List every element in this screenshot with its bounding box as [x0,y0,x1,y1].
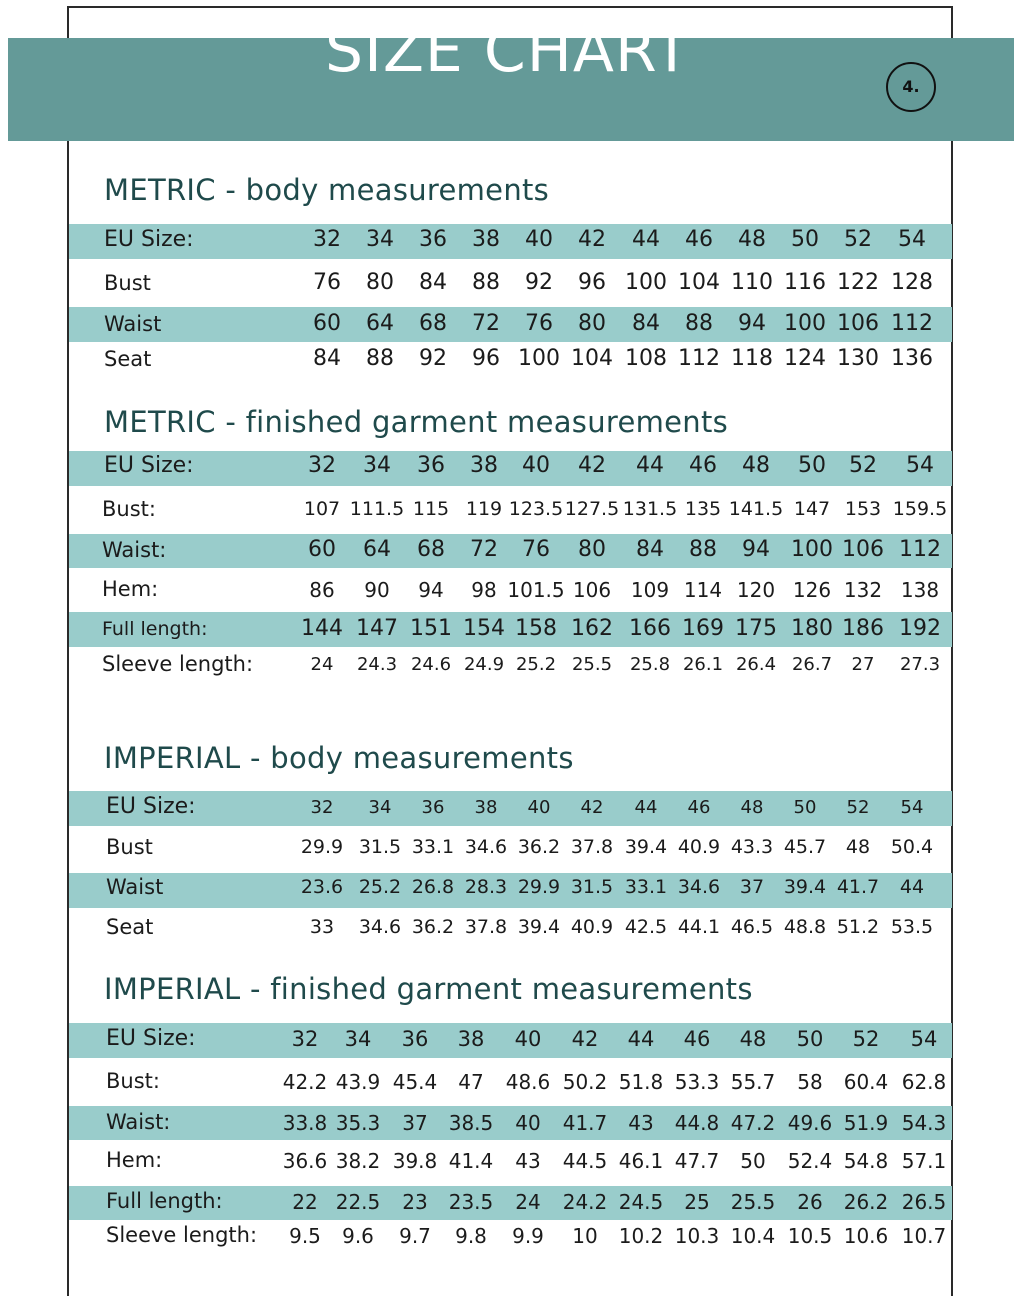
table-cell: 38 [470,453,498,479]
table-cell: 114 [683,577,723,602]
table-cell: 186 [842,616,884,642]
table-cell: 38.2 [335,1148,381,1173]
table-cell: 46 [687,796,711,818]
table-cell: 45.7 [783,836,827,859]
table-cell: 48 [742,453,770,479]
table-cell: 29.9 [300,836,344,859]
table-cell: 58 [797,1069,823,1094]
table-cell: 22.5 [335,1189,381,1214]
table-cell: 40 [527,796,551,818]
table-cell: 96 [472,346,500,372]
table-cell: 32 [308,453,336,479]
table-cell: 76 [522,537,550,563]
table-cell: 34 [363,453,391,479]
table-cell: 24 [515,1189,541,1214]
table-cell: 80 [578,537,606,563]
table-cell: 154 [463,616,505,642]
table-cell: 48 [845,836,871,859]
table-cell: 36.6 [282,1148,328,1173]
table-cell: 151 [410,616,452,642]
table-cell: 50 [796,1026,824,1051]
table-cell: 138 [900,577,940,602]
row-label-bust: Bust [106,834,153,859]
table-cell: 32 [310,796,334,818]
table-cell: 41.7 [836,876,880,899]
table-cell: 40.9 [677,836,721,859]
table-cell: 34.6 [358,916,402,939]
table-cell: 104 [678,270,720,296]
row-band [69,791,952,826]
table-cell: 44.8 [674,1110,720,1135]
row-label-waist: Waist [104,311,162,336]
row-label-hem: Hem: [102,576,159,601]
table-cell: 86 [309,577,335,602]
table-cell: 60.4 [843,1069,889,1094]
table-cell: 46 [685,227,713,253]
table-cell: 158 [515,616,557,642]
table-cell: 44 [634,796,658,818]
row-label-eu-size: EU Size: [104,227,194,253]
table-cell: 32 [291,1026,319,1051]
table-cell: 54 [906,453,934,479]
page-title: SIZE CHART [325,16,691,86]
table-cell: 33.1 [411,836,455,859]
table-cell: 52 [849,453,877,479]
table-cell: 112 [891,311,933,337]
table-cell: 25.5 [571,653,613,675]
table-cell: 22 [292,1189,318,1214]
table-cell: 101.5 [507,577,565,602]
table-cell: 42.2 [282,1069,328,1094]
table-cell: 96 [578,270,606,296]
table-cell: 34 [366,227,394,253]
table-cell: 51.8 [618,1069,664,1094]
table-cell: 107 [303,498,341,521]
table-cell: 136 [891,346,933,372]
row-label-bust: Bust: [106,1068,160,1093]
table-cell: 50 [793,796,817,818]
row-label-waist: Waist [106,874,164,899]
table-cell: 68 [417,537,445,563]
table-cell: 38 [474,796,498,818]
table-cell: 47.7 [674,1148,720,1173]
table-cell: 72 [472,311,500,337]
table-cell: 10.3 [674,1223,720,1248]
table-cell: 26.5 [901,1189,947,1214]
table-cell: 147 [793,498,831,521]
table-cell: 10.4 [730,1223,776,1248]
table-cell: 132 [843,577,883,602]
table-cell: 84 [419,270,447,296]
table-cell: 9.9 [512,1223,544,1248]
table-cell: 112 [899,537,941,563]
table-cell: 106 [837,311,879,337]
table-cell: 36.2 [517,836,561,859]
table-cell: 112 [678,346,720,372]
table-cell: 80 [578,311,606,337]
row-label-bust: Bust [104,270,151,295]
table-cell: 37.8 [464,916,508,939]
row-label-sleeve-length: Sleeve length: [106,1222,258,1247]
table-cell: 42.5 [624,916,668,939]
table-cell: 88 [685,311,713,337]
table-cell: 100 [518,346,560,372]
table-cell: 106 [842,537,884,563]
table-cell: 94 [738,311,766,337]
table-cell: 46 [683,1026,711,1051]
table-cell: 51.2 [836,916,880,939]
table-cell: 46.5 [730,916,774,939]
table-cell: 23.5 [448,1189,494,1214]
table-cell: 166 [629,616,671,642]
table-cell: 24.5 [618,1189,664,1214]
table-cell: 27.3 [899,653,941,675]
table-cell: 122 [837,270,879,296]
table-cell: 54 [910,1026,938,1051]
table-cell: 90 [364,577,390,602]
table-cell: 127.5 [564,498,620,521]
table-cell: 41.4 [448,1148,494,1173]
table-cell: 53.3 [674,1069,720,1094]
table-cell: 62.8 [901,1069,947,1094]
table-cell: 84 [313,346,341,372]
table-cell: 106 [572,577,612,602]
row-band [69,224,952,259]
table-cell: 37 [402,1110,428,1135]
table-cell: 42 [580,796,604,818]
table-cell: 48.8 [783,916,827,939]
table-cell: 33.1 [624,876,668,899]
table-cell: 35.3 [335,1110,381,1135]
table-cell: 38 [457,1026,485,1051]
table-cell: 25.2 [515,653,557,675]
table-cell: 52 [846,796,870,818]
table-cell: 43 [515,1148,541,1173]
table-cell: 116 [784,270,826,296]
table-cell: 34.6 [464,836,508,859]
table-cell: 144 [301,616,343,642]
table-cell: 169 [682,616,724,642]
table-cell: 135 [684,498,722,521]
table-cell: 40 [515,1110,541,1135]
row-label-waist: Waist: [102,537,167,562]
table-cell: 48.6 [505,1069,551,1094]
table-cell: 31.5 [358,836,402,859]
table-cell: 53.5 [890,916,934,939]
table-cell: 60 [313,311,341,337]
row-label-seat: Seat [106,914,154,939]
table-cell: 120 [736,577,776,602]
row-label-full-length: Full length: [106,1188,223,1213]
table-cell: 44.5 [562,1148,608,1173]
table-cell: 52 [844,227,872,253]
table-cell: 42 [578,453,606,479]
row-label-eu-size: EU Size: [104,453,194,479]
table-cell: 36 [421,796,445,818]
table-cell: 115 [412,498,450,521]
table-cell: 111.5 [349,498,405,521]
table-cell: 24.3 [356,653,398,675]
table-cell: 31.5 [570,876,614,899]
section-heading: IMPERIAL - body measurements [104,741,574,775]
table-cell: 34.6 [677,876,721,899]
table-cell: 54.8 [843,1148,889,1173]
table-cell: 126 [792,577,832,602]
row-label-waist: Waist: [106,1109,171,1134]
table-cell: 64 [363,537,391,563]
table-cell: 25.2 [358,876,402,899]
table-cell: 76 [313,270,341,296]
table-cell: 26 [797,1189,823,1214]
table-cell: 41.7 [562,1110,608,1135]
table-cell: 9.6 [342,1223,374,1248]
table-cell: 10.7 [901,1223,947,1248]
table-cell: 123.5 [508,498,564,521]
table-cell: 45.4 [392,1069,438,1094]
row-label-sleeve-length: Sleeve length: [102,651,254,676]
table-cell: 40 [514,1026,542,1051]
table-cell: 180 [791,616,833,642]
table-cell: 44.1 [677,916,721,939]
table-cell: 162 [571,616,613,642]
table-cell: 26.7 [791,653,833,675]
table-cell: 94 [742,537,770,563]
table-cell: 64 [366,311,394,337]
table-cell: 29.9 [517,876,561,899]
table-cell: 26.1 [682,653,724,675]
table-cell: 108 [625,346,667,372]
table-cell: 80 [366,270,394,296]
table-cell: 48 [738,227,766,253]
table-cell: 38.5 [448,1110,494,1135]
table-cell: 57.1 [901,1148,947,1173]
table-cell: 94 [418,577,444,602]
table-cell: 153 [844,498,882,521]
table-cell: 10.5 [787,1223,833,1248]
table-cell: 128 [891,270,933,296]
table-cell: 36 [419,227,447,253]
table-cell: 37.8 [570,836,614,859]
table-cell: 49.6 [787,1110,833,1135]
table-cell: 46.1 [618,1148,664,1173]
table-cell: 26.2 [843,1189,889,1214]
table-cell: 25 [684,1189,710,1214]
table-cell: 43 [628,1110,654,1135]
table-cell: 24.2 [562,1189,608,1214]
table-cell: 100 [784,311,826,337]
section-heading: METRIC - finished garment measurements [104,405,729,439]
table-cell: 33 [309,916,335,939]
table-cell: 10.2 [618,1223,664,1248]
table-cell: 55.7 [730,1069,776,1094]
table-cell: 50 [798,453,826,479]
table-cell: 131.5 [622,498,678,521]
table-cell: 9.8 [455,1223,487,1248]
table-cell: 48 [740,796,764,818]
table-cell: 104 [571,346,613,372]
table-cell: 130 [837,346,879,372]
table-cell: 33.8 [282,1110,328,1135]
table-cell: 34 [344,1026,372,1051]
table-cell: 40 [525,227,553,253]
table-cell: 48 [739,1026,767,1051]
table-cell: 50 [791,227,819,253]
table-cell: 40.9 [570,916,614,939]
table-cell: 51.9 [843,1110,889,1135]
table-cell: 100 [791,537,833,563]
table-cell: 25.8 [629,653,671,675]
table-cell: 88 [472,270,500,296]
table-cell: 39.4 [783,876,827,899]
table-cell: 39.4 [517,916,561,939]
table-cell: 36.2 [411,916,455,939]
table-cell: 26.4 [735,653,777,675]
table-cell: 26.8 [411,876,455,899]
table-cell: 42 [571,1026,599,1051]
table-cell: 84 [636,537,664,563]
row-label-eu-size: EU Size: [106,794,196,820]
table-cell: 84 [632,311,660,337]
table-cell: 124 [784,346,826,372]
table-cell: 88 [689,537,717,563]
table-cell: 68 [419,311,447,337]
table-cell: 42 [578,227,606,253]
table-cell: 52 [852,1026,880,1051]
table-cell: 34 [368,796,392,818]
section-heading: METRIC - body measurements [104,173,550,207]
row-label-full-length: Full length: [102,618,208,641]
table-cell: 25.5 [730,1189,776,1214]
table-cell: 54 [900,796,924,818]
table-cell: 24 [310,653,334,675]
table-cell: 9.5 [289,1223,321,1248]
table-cell: 110 [731,270,773,296]
table-cell: 175 [735,616,777,642]
table-cell: 27 [851,653,875,675]
table-cell: 141.5 [728,498,784,521]
table-cell: 39.4 [624,836,668,859]
table-cell: 92 [525,270,553,296]
table-cell: 159.5 [892,498,948,521]
table-cell: 119 [465,498,503,521]
table-cell: 28.3 [464,876,508,899]
table-cell: 76 [525,311,553,337]
table-cell: 36 [401,1026,429,1051]
table-cell: 192 [899,616,941,642]
table-cell: 10 [572,1223,598,1248]
row-label-eu-size: EU Size: [106,1026,196,1052]
table-cell: 44 [632,227,660,253]
table-cell: 44 [627,1026,655,1051]
table-cell: 43.9 [335,1069,381,1094]
table-cell: 46 [689,453,717,479]
table-cell: 100 [625,270,667,296]
table-cell: 37 [739,876,765,899]
table-cell: 50.2 [562,1069,608,1094]
table-cell: 38 [472,227,500,253]
table-cell: 9.7 [399,1223,431,1248]
row-label-seat: Seat [104,346,152,371]
page-number-badge: 4. [886,62,936,112]
table-cell: 24.9 [463,653,505,675]
table-cell: 40 [522,453,550,479]
table-cell: 54 [898,227,926,253]
table-cell: 32 [313,227,341,253]
table-cell: 36 [417,453,445,479]
table-cell: 23.6 [300,876,344,899]
table-cell: 88 [366,346,394,372]
table-cell: 47 [458,1069,484,1094]
table-cell: 118 [731,346,773,372]
row-label-bust: Bust: [102,496,156,521]
table-cell: 98 [471,577,497,602]
table-cell: 10.6 [843,1223,889,1248]
table-cell: 50 [740,1148,766,1173]
table-cell: 24.6 [410,653,452,675]
table-cell: 109 [630,577,670,602]
row-label-hem: Hem: [106,1147,163,1172]
table-cell: 43.3 [730,836,774,859]
table-cell: 72 [470,537,498,563]
table-cell: 44 [636,453,664,479]
table-cell: 54.3 [901,1110,947,1135]
table-cell: 50.4 [890,836,934,859]
table-cell: 52.4 [787,1148,833,1173]
table-cell: 23 [402,1189,428,1214]
table-cell: 147 [356,616,398,642]
table-cell: 44 [899,876,925,899]
table-cell: 92 [419,346,447,372]
section-heading: IMPERIAL - finished garment measurements [104,972,753,1006]
table-cell: 47.2 [730,1110,776,1135]
table-cell: 60 [308,537,336,563]
table-cell: 39.8 [392,1148,438,1173]
